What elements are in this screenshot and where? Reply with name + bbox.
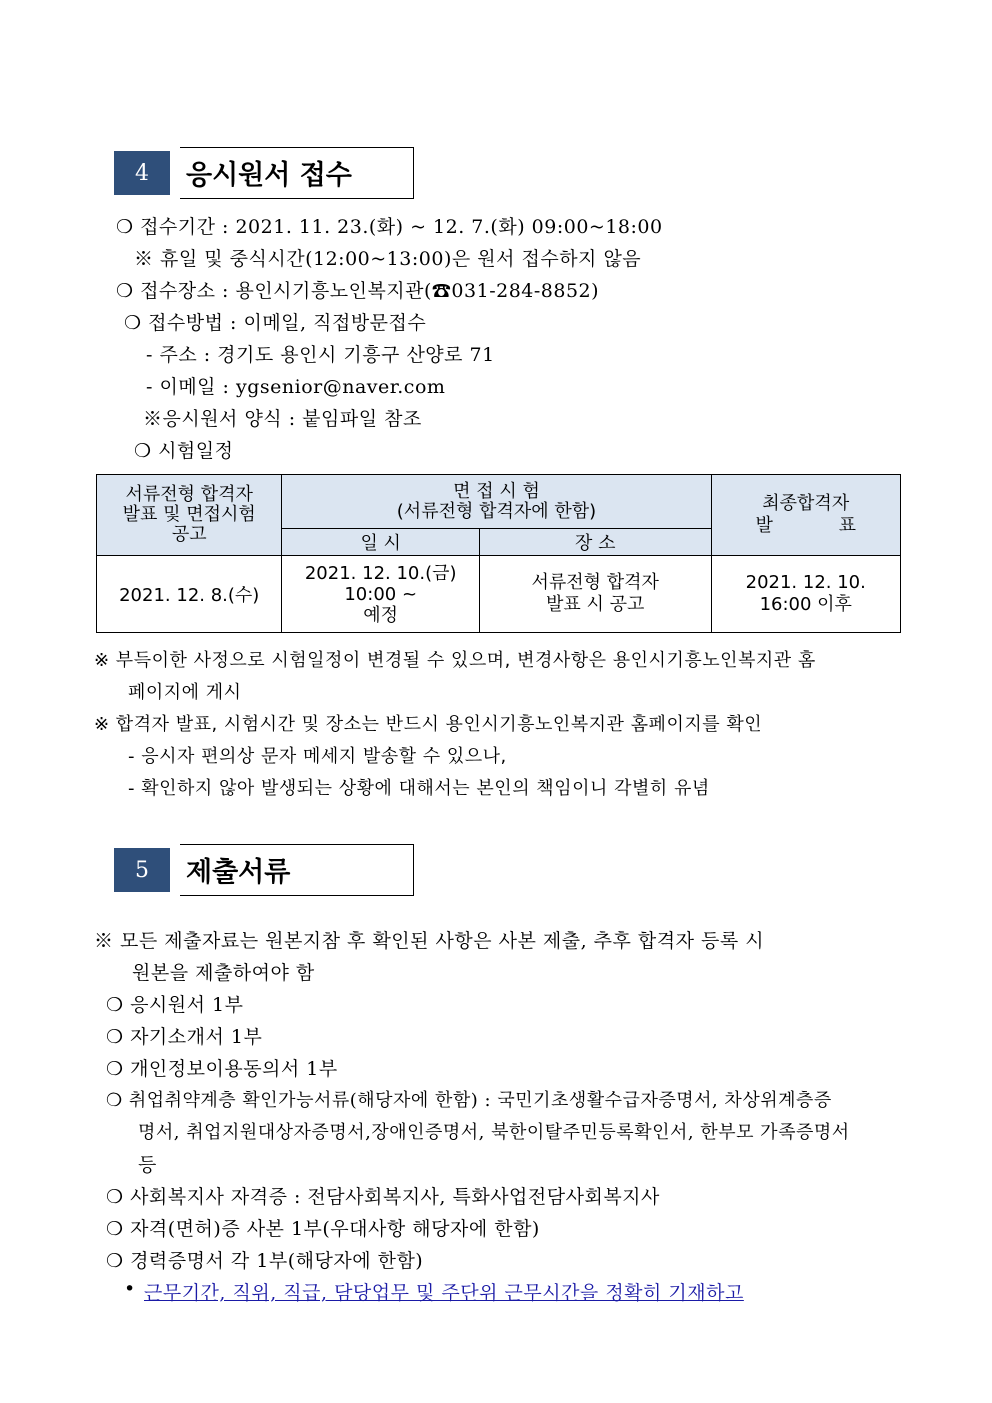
header-border <box>180 147 414 148</box>
header-cell <box>282 475 711 529</box>
header-text: 발표 및 면접시험 <box>122 504 256 525</box>
receipt-period: ❍ 접수기간 : 2021. 11. 23.(화) ~ 12. 7.(화) 09:00~18:00 <box>116 216 663 238</box>
address-line: - 주소 : 경기도 용인시 기흥구 산양로 71 <box>146 344 495 366</box>
doc-career: ❍ 경력증명서 각 1부(해당자에 한함) <box>106 1250 424 1272</box>
header-subcell: 장 소 <box>479 529 711 556</box>
schedule-table <box>96 474 901 633</box>
table-cell <box>479 556 711 633</box>
cell-text: 16:00 이후 <box>759 594 852 615</box>
header-text: 최종합격자 <box>762 493 850 514</box>
header-cell <box>711 475 901 556</box>
holiday-note: ※ 휴일 및 중식시간(12:00~13:00)은 원서 접수하지 않음 <box>134 248 642 270</box>
bullet-dot: • <box>124 1278 136 1300</box>
cell-text: 예정 <box>363 604 399 626</box>
header-border <box>180 198 414 199</box>
header-text: 면 접 시 험 <box>453 480 540 502</box>
cell-text: 발표 시 공고 <box>546 594 645 615</box>
note-schedule-change-cont: 페이지에 게시 <box>128 682 242 703</box>
doc-social-worker: ❍ 사회복지사 자격증 : 전담사회복지사, 특화사업전담사회복지사 <box>106 1186 660 1208</box>
header-subcell: 일 시 <box>282 529 479 556</box>
doc-vulnerable: ❍ 취업취약계층 확인가능서류(해당자에 한함) : 국민기초생활수급자증명서, 차상위계층증 <box>106 1090 832 1111</box>
note-check-homepage: ※ 합격자 발표, 시험시간 및 장소는 반드시 용인시기흥노인복지관 홈페이지를 확인 <box>94 714 763 735</box>
cell-text: 2021. 12. 10. <box>745 572 866 593</box>
form-note: ※응시원서 양식 : 붙임파일 참조 <box>143 408 422 430</box>
doc-vulnerable-cont: 명서, 취업지원대상자증명서,장애인증명서, 북한이탈주민등록확인서, 한부모 가족증명서 <box>138 1122 850 1143</box>
note-responsibility: - 확인하지 않아 발생되는 상황에 대해서는 본인의 책임이니 각별히 유념 <box>128 778 710 799</box>
schedule-label: ❍ 시험일정 <box>134 440 234 462</box>
header-text: (서류전형 합격자에 한함) <box>396 500 597 522</box>
note-sms: - 응시자 편의상 문자 메세지 발송할 수 있으나, <box>128 746 507 767</box>
header-text: 발 표 <box>755 515 856 536</box>
section-5-title: 제출서류 <box>186 857 291 888</box>
note-schedule-change: ※ 부득이한 사정으로 시험일정이 변경될 수 있으며, 변경사항은 용인시기흥노인복지관 홈 <box>94 650 816 671</box>
header-text: 공고 <box>171 524 207 545</box>
table-cell <box>711 556 901 633</box>
cell-text: 2021. 12. 10.(금) <box>304 562 457 584</box>
doc-self-intro: ❍ 자기소개서 1부 <box>106 1026 263 1048</box>
table-cell <box>282 556 479 633</box>
header-border <box>180 895 414 896</box>
doc-application: ❍ 응시원서 1부 <box>106 994 244 1016</box>
career-instruction-link[interactable]: 근무기간, 직위, 직급, 담당업무 및 주단위 근무시간을 정확히 기재하고 <box>144 1282 744 1304</box>
header-border <box>180 844 414 845</box>
doc-privacy-consent: ❍ 개인정보이용동의서 1부 <box>106 1058 338 1080</box>
doc-vulnerable-end: 등 <box>138 1154 157 1176</box>
section-5-number: 5 <box>114 848 170 892</box>
receipt-place: ❍ 접수장소 : 용인시기흥노인복지관(☎031-284-8852) <box>116 280 600 302</box>
section-4-number: 4 <box>114 151 170 195</box>
note-submission-cont: 원본을 제출하여야 함 <box>132 962 315 984</box>
table-cell: 2021. 12. 8.(수) <box>97 556 282 633</box>
header-border <box>413 844 414 896</box>
header-cell <box>97 475 282 556</box>
doc-license: ❍ 자격(면허)증 사본 1부(우대사항 해당자에 한함) <box>106 1218 540 1240</box>
section-4-title: 응시원서 접수 <box>186 160 352 191</box>
header-border <box>413 147 414 199</box>
note-submission: ※ 모든 제출자료는 원본지참 후 확인된 사항은 사본 제출, 추후 합격자 등록 시 <box>94 930 765 952</box>
email-line: - 이메일 : ygsenior@naver.com <box>146 376 446 398</box>
header-text: 서류전형 합격자 <box>125 484 253 505</box>
cell-text: 10:00 ~ <box>344 583 418 605</box>
receipt-method: ❍ 접수방법 : 이메일, 직접방문접수 <box>124 312 427 334</box>
cell-text: 서류전형 합격자 <box>531 572 659 593</box>
